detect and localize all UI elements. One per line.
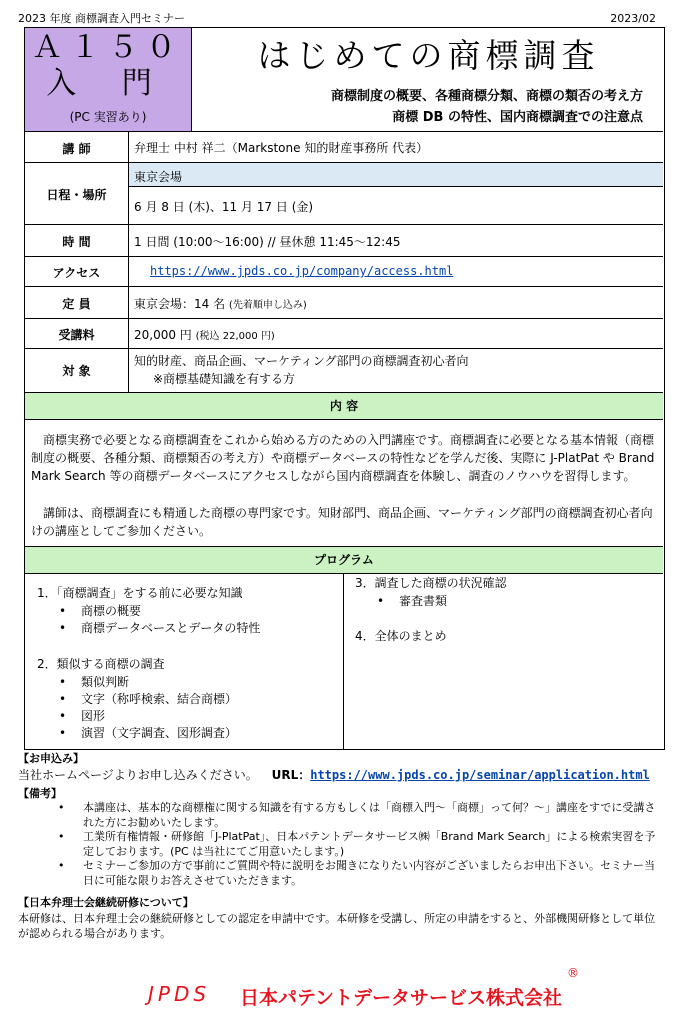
subtitle-1: 商標制度の概要、各種商標分類、商標の類否の考え方 xyxy=(330,89,643,104)
fee-value: 20,000 円 xyxy=(134,328,192,342)
header-left: 2023 年度 商標調査入門セミナー xyxy=(18,12,185,25)
page-title: はじめての商標調査 xyxy=(257,36,600,75)
capacity-note: (先着順申し込み) xyxy=(228,300,307,311)
course-level: 入 門 xyxy=(46,66,170,101)
target-label: 対 象 xyxy=(62,364,91,378)
venue-name: 東京会場 xyxy=(134,170,183,184)
lecturer-label: 講 師 xyxy=(62,142,91,156)
content-paragraph-2: 講師は、商標調査にも精通した商標の専門家です。知財部門、商品企画、マーケティング部門の商標調査初心者向けの講座としてご参加ください。 xyxy=(31,506,653,538)
program-item: • 審査書類 xyxy=(343,593,447,610)
program-item: • 商標データベースとデータの特性 xyxy=(25,620,260,637)
notes-heading: 【備考】 xyxy=(18,787,62,800)
program-item: • 商標の概要 xyxy=(25,603,260,620)
subtitle-2: 商標 DB の特性、国内商標調査での注意点 xyxy=(392,110,643,125)
header-date: 2023/02 xyxy=(610,12,656,25)
program-item: • 演習（文字調査、図形調査） xyxy=(25,725,237,742)
content-heading: 内 容 xyxy=(329,399,359,413)
program-item: • 図形 xyxy=(25,708,237,725)
venue-highlight xyxy=(129,163,663,186)
time-value: 1 日間 (10:00～16:00) // 昼休憩 11:45～12:45 xyxy=(134,235,401,249)
content-heading-bar xyxy=(25,393,663,419)
content-paragraph-1: 商標実務で必要となる商標調査をこれから始める方のための入門講座です。商標調査に必要となる基本情報（商標制度の概要、各種分類、商標類否の考え方）や商標データベースの特性などを学んだ後、実際に J-PlatPat や Brand Mark Search 等の商標データベースにアクセスしながら国内商標調査を体験し、調査のノウハウを習得します。 xyxy=(31,433,655,483)
capacity-label: 定 員 xyxy=(62,297,91,311)
target-line-1: 知的財産、商品企画、マーケティング部門の商標調査初心者向 xyxy=(134,354,469,368)
cpd-text: 本研修は、日本弁理士会の継続研修としての認定を申請中です。本研修を受講し、所定の申請をすると、外部機関研修として単位が認められる場合があります。 xyxy=(18,912,656,940)
course-badge xyxy=(25,28,192,131)
fee-label: 受講料 xyxy=(58,328,95,342)
cpd-heading: 【日本弁理士会継続研修について】 xyxy=(18,896,194,909)
program-item: • 文字（称呼検索、結合商標） xyxy=(25,691,237,708)
pc-practice-note: (PC 実習あり) xyxy=(69,110,147,124)
lecturer-value: 弁理士 中村 祥二（Markstone 知的財産事務所 代表） xyxy=(134,141,429,155)
capacity-value: 東京会場：14 名 xyxy=(134,297,226,311)
program-heading: プログラム xyxy=(314,553,374,567)
time-label: 時 間 xyxy=(62,235,91,249)
course-code: Ａ１５０ xyxy=(32,30,184,65)
jpds-logo: JPDS xyxy=(148,982,211,1006)
note-item: • セミナーご参加の方で事前にご質問や特に説明をお聞きになりたい内容がございましたらお申出下さい。セミナー当日に可能な限りお答えさせていただきます。 xyxy=(0,859,660,888)
note-item: • 工業所有権情報・研修館「J-PlatPat」、日本パテントデータサービス㈱「Brand Mark Search」による検索実習を予定しております。(PC は当社にてご用意いたします。) xyxy=(0,830,660,859)
program-section-3-title: 3．調査した商標の状況確認 xyxy=(355,576,507,590)
url-label: URL： xyxy=(271,768,311,782)
program-section-2-title: 2．類似する商標の調査 xyxy=(37,657,165,671)
application-link[interactable]: https://www.jpds.co.jp/seminar/application.html xyxy=(310,768,650,782)
schedule-dates: 6 月 8 日 (木)、11 月 17 日 (金) xyxy=(134,200,314,214)
program-section-1-title: 1．「商標調査」をする前に必要な知識 xyxy=(37,586,243,600)
apply-text: 当社ホームページよりお申し込みください。 xyxy=(18,768,258,782)
access-link[interactable]: https://www.jpds.co.jp/company/access.html xyxy=(150,264,454,278)
program-item: • 類似判断 xyxy=(25,674,237,691)
apply-heading: 【お申込み】 xyxy=(18,752,84,765)
note-item: • 本講座は、基本的な商標権に関する知識を有する方もしくは「商標入門～「商標」って何？～」講座をすでに受講された方にお勧めいたします。 xyxy=(0,801,660,830)
program-section-4-title: 4．全体のまとめ xyxy=(355,629,447,643)
target-line-2: ※商標基礎知識を有する方 xyxy=(153,372,296,386)
seminar-table xyxy=(24,27,665,750)
access-label: アクセス xyxy=(52,266,101,280)
company-name: 日本パテントデータサービス株式会社 xyxy=(240,987,563,1009)
registered-mark: ® xyxy=(567,966,579,980)
program-heading-bar xyxy=(25,547,663,573)
fee-note: (税込 22,000 円) xyxy=(195,331,275,342)
schedule-label: 日程・場所 xyxy=(46,188,107,202)
